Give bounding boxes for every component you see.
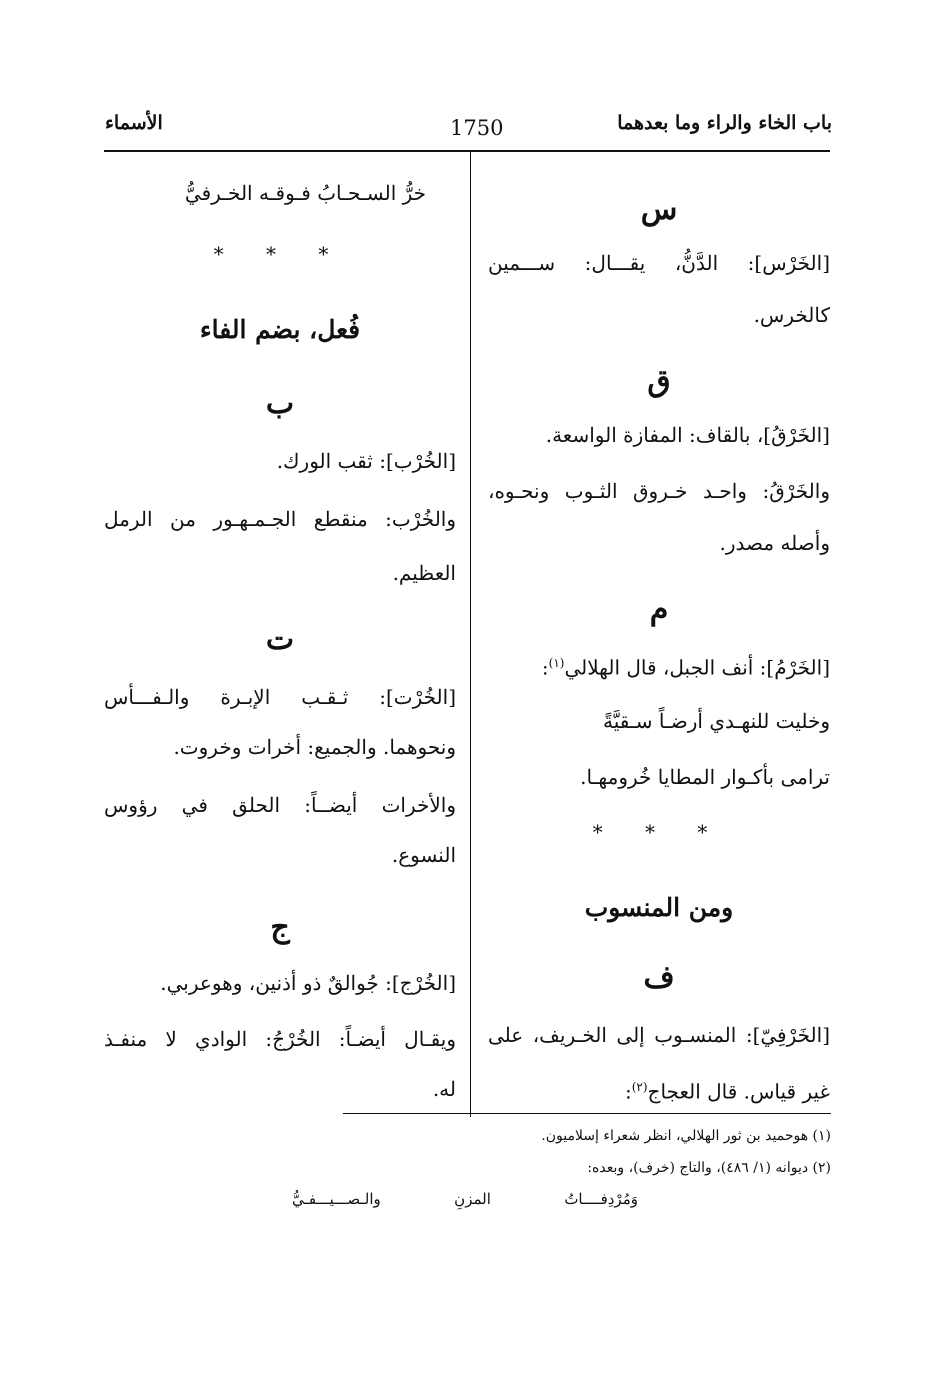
entry-text: غير قياس. قال العجاج — [647, 1079, 830, 1104]
page-number: 1750 — [450, 116, 504, 140]
letter-heading-f: ف — [643, 960, 675, 995]
section-heading: ومن المنسوب — [584, 893, 734, 922]
entry-line: له. — [432, 1077, 456, 1101]
verse-line: ترامى بأكـوار المطايا خُرومهـا. — [580, 765, 830, 789]
entry-line: والخُرْب: منقطع الجـمـهـور من الرمل — [104, 507, 456, 531]
entry-line: والخَرْقُ: واحـد خـروق الثـوب ونحـوه، — [488, 479, 830, 503]
entry-text: [الخَرْمُ]: أنف الجبل، قال الهلالي — [564, 655, 830, 680]
section-separator: * * * — [592, 820, 726, 844]
running-head-chapter: باب الخاء والراء وما بعدهما — [617, 112, 832, 134]
letter-heading-b: ب — [265, 386, 295, 421]
entry-line: النسوع. — [391, 843, 456, 867]
letter-heading-s: س — [640, 192, 678, 227]
entry-line: كالخرس. — [753, 303, 830, 327]
footnote-ref-2: (٢) — [631, 1080, 648, 1094]
footnote-rule — [343, 1113, 831, 1114]
letter-heading-q: ق — [647, 364, 671, 399]
entry-line: [الخَرْفِيّ]: المنسـوب إلى الخـريف، على — [488, 1023, 830, 1047]
entry-line: [الخَرْقُ]، بالقاف: المفازة الواسعة. — [545, 423, 830, 447]
section-separator: * * * — [213, 242, 347, 266]
verse-line: خرُّ السـحـابُ فـوقـه الخـرفيُّ — [184, 181, 426, 205]
footnote-2: (٢) ديوانه (١/ ٤٨٦)، والتاج (خرف)، وبعده: — [587, 1160, 831, 1176]
entry-text: : — [541, 655, 549, 680]
entry-line: [الخُرْت]: ثـقـب الإبـرة والـفـــأس — [104, 685, 456, 709]
entry-line: ونحوهما. والجميع: أخرات وخروت. — [173, 735, 456, 759]
column-divider — [470, 152, 471, 1117]
entry-line — [488, 1072, 830, 1107]
entry-line — [488, 648, 830, 683]
entry-text: : — [624, 1079, 632, 1104]
letter-heading-m: م — [649, 592, 669, 627]
entry-line: ويقـال أيضـاً: الخُرْجُ: الوادي لا منفـذ — [104, 1027, 456, 1051]
letter-heading-t: ت — [265, 622, 295, 657]
entry-line: [الخَرْس]: الدَّنُّ، يقـــال: ســـمين — [488, 251, 830, 275]
footnote-1: (١) هوحميد بن ثور الهلالي، انظر شعراء إسلاميون. — [541, 1128, 831, 1144]
entry-line: وأصله مصدر. — [719, 531, 830, 555]
running-head-section: الأسماء — [105, 112, 163, 134]
entry-line: والأخرات أيضــاً: الحلق في رؤوس — [104, 793, 456, 817]
footnote-ref-1: (١) — [548, 656, 565, 670]
header-rule — [104, 150, 830, 152]
entry-line: العظيم. — [392, 561, 456, 585]
verse-line: وخليت للنهـدي أرضـاً سـقيَّةً — [602, 709, 830, 733]
letter-heading-j: ج — [270, 910, 290, 945]
section-heading: فُعل، بضم الفاء — [199, 315, 361, 344]
entry-line: [الخُرْج]: جُوالقٌ ذو أذنين، وهوعربي. — [160, 971, 456, 995]
footnote-verse: وَمُرْدِفــــاتُ المزنِ والـصـــيـــفـيُّ — [292, 1190, 638, 1208]
entry-line: [الخُرْب]: ثقب الورك. — [276, 449, 456, 473]
